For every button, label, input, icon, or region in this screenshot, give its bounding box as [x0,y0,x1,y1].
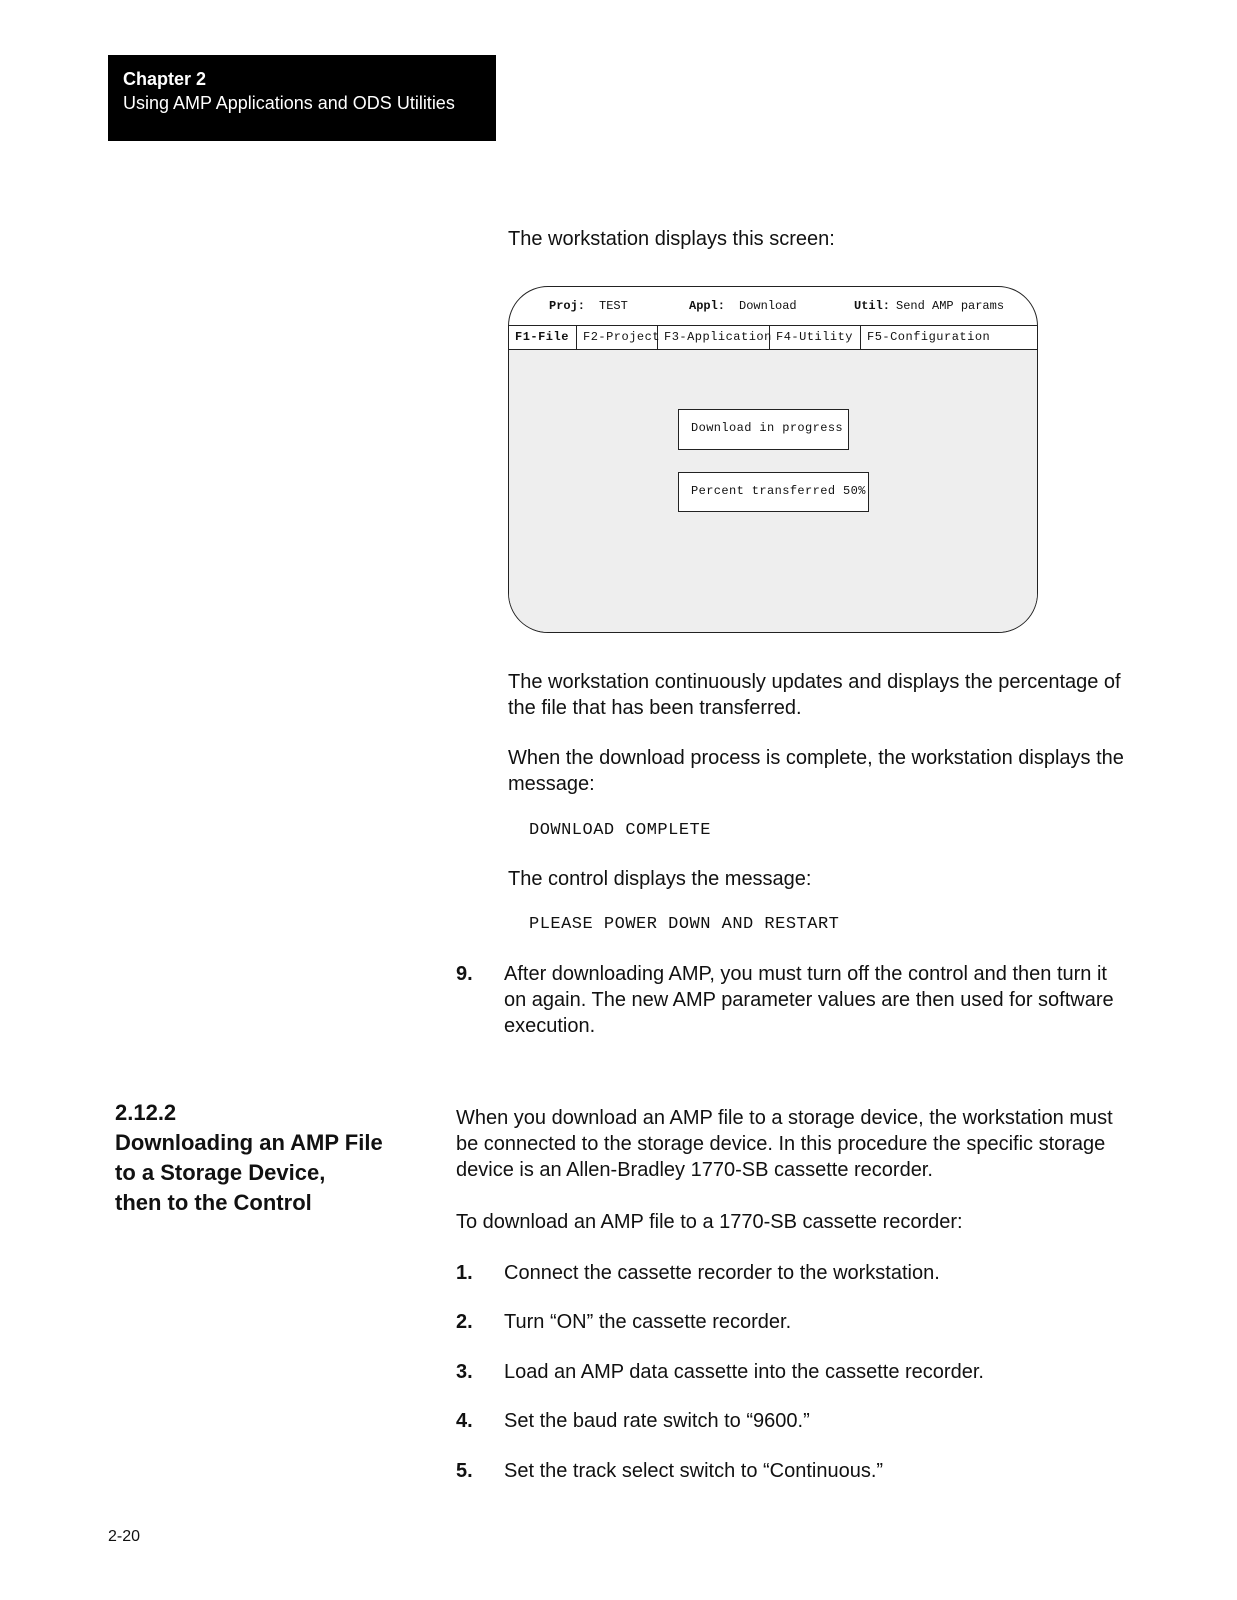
step-5-number: 5. [456,1460,473,1482]
menu-f3-application[interactable]: F3-Application [658,326,770,349]
step-5-text: Set the track select switch to “Continuous.” [504,1460,884,1482]
step-3-text: Load an AMP data cassette into the cassette recorder. [504,1361,984,1383]
page-number: 2-20 [108,1528,141,1545]
step-2-text: Turn “ON” the cassette recorder. [504,1311,792,1333]
menu-f5-configuration[interactable]: F5-Configuration [867,330,991,344]
project-label: Proj: [549,299,586,313]
utility-status [854,299,1004,313]
project-value: TEST [599,299,628,313]
menu-f4-utility[interactable]: F4-Utility [770,326,861,349]
section-heading [115,1098,415,1218]
utility-label: Util: [854,299,891,313]
section-lead: To download an AMP file to a 1770-SB cassette recorder: [456,1211,963,1233]
menu-f2-project[interactable]: F2-Project [577,326,658,349]
step-4-number: 4. [456,1410,473,1432]
step-2-number: 2. [456,1311,473,1333]
chapter-header [108,55,496,141]
project-status [549,299,628,313]
function-key-menu [509,325,1037,350]
control-paragraph: The control displays the message: [508,868,812,890]
utility-value: Send AMP params [896,299,1005,313]
section-title-line-1: Downloading an AMP File [115,1130,383,1155]
step-9-text: After downloading AMP, you must turn off the control and then turn it on again. The new AMP parameter values are then used for software execution. [504,963,1114,1037]
download-progress-message: Download in progress [678,409,849,450]
step-3-number: 3. [456,1361,473,1383]
percent-transferred-message: Percent transferred 50% [678,472,869,512]
section-title-line-2: to a Storage Device, [115,1160,326,1185]
workstation-screen [508,286,1038,633]
step-1-number: 1. [456,1262,473,1284]
chapter-title: Using AMP Applications and ODS Utilities [123,93,455,113]
screen-body [509,350,1037,633]
application-status [689,299,797,313]
power-down-message: PLEASE POWER DOWN AND RESTART [529,915,840,934]
application-value: Download [739,299,797,313]
menu-f1-file[interactable]: F1-File [509,326,577,349]
complete-paragraph: When the download process is complete, the workstation displays the message: [508,747,1124,795]
step-1-text: Connect the cassette recorder to the workstation. [504,1262,940,1284]
section-intro: When you download an AMP file to a storage device, the workstation must be connected to the storage device. In this procedure the specific storage device is an Allen-Bradley 1770-SB cassette recorder. [456,1107,1113,1181]
step-4-text: Set the baud rate switch to “9600.” [504,1410,810,1432]
step-9-number: 9. [456,963,473,985]
status-bar [509,287,1037,325]
section-number: 2.12.2 [115,1100,177,1125]
updates-paragraph: The workstation continuously updates and displays the percentage of the file that has been transferred. [508,671,1121,719]
intro-text: The workstation displays this screen: [508,228,835,250]
section-title-line-3: then to the Control [115,1190,312,1215]
download-complete-message: DOWNLOAD COMPLETE [529,821,711,840]
application-label: Appl: [689,299,726,313]
chapter-label: Chapter 2 [123,69,207,89]
